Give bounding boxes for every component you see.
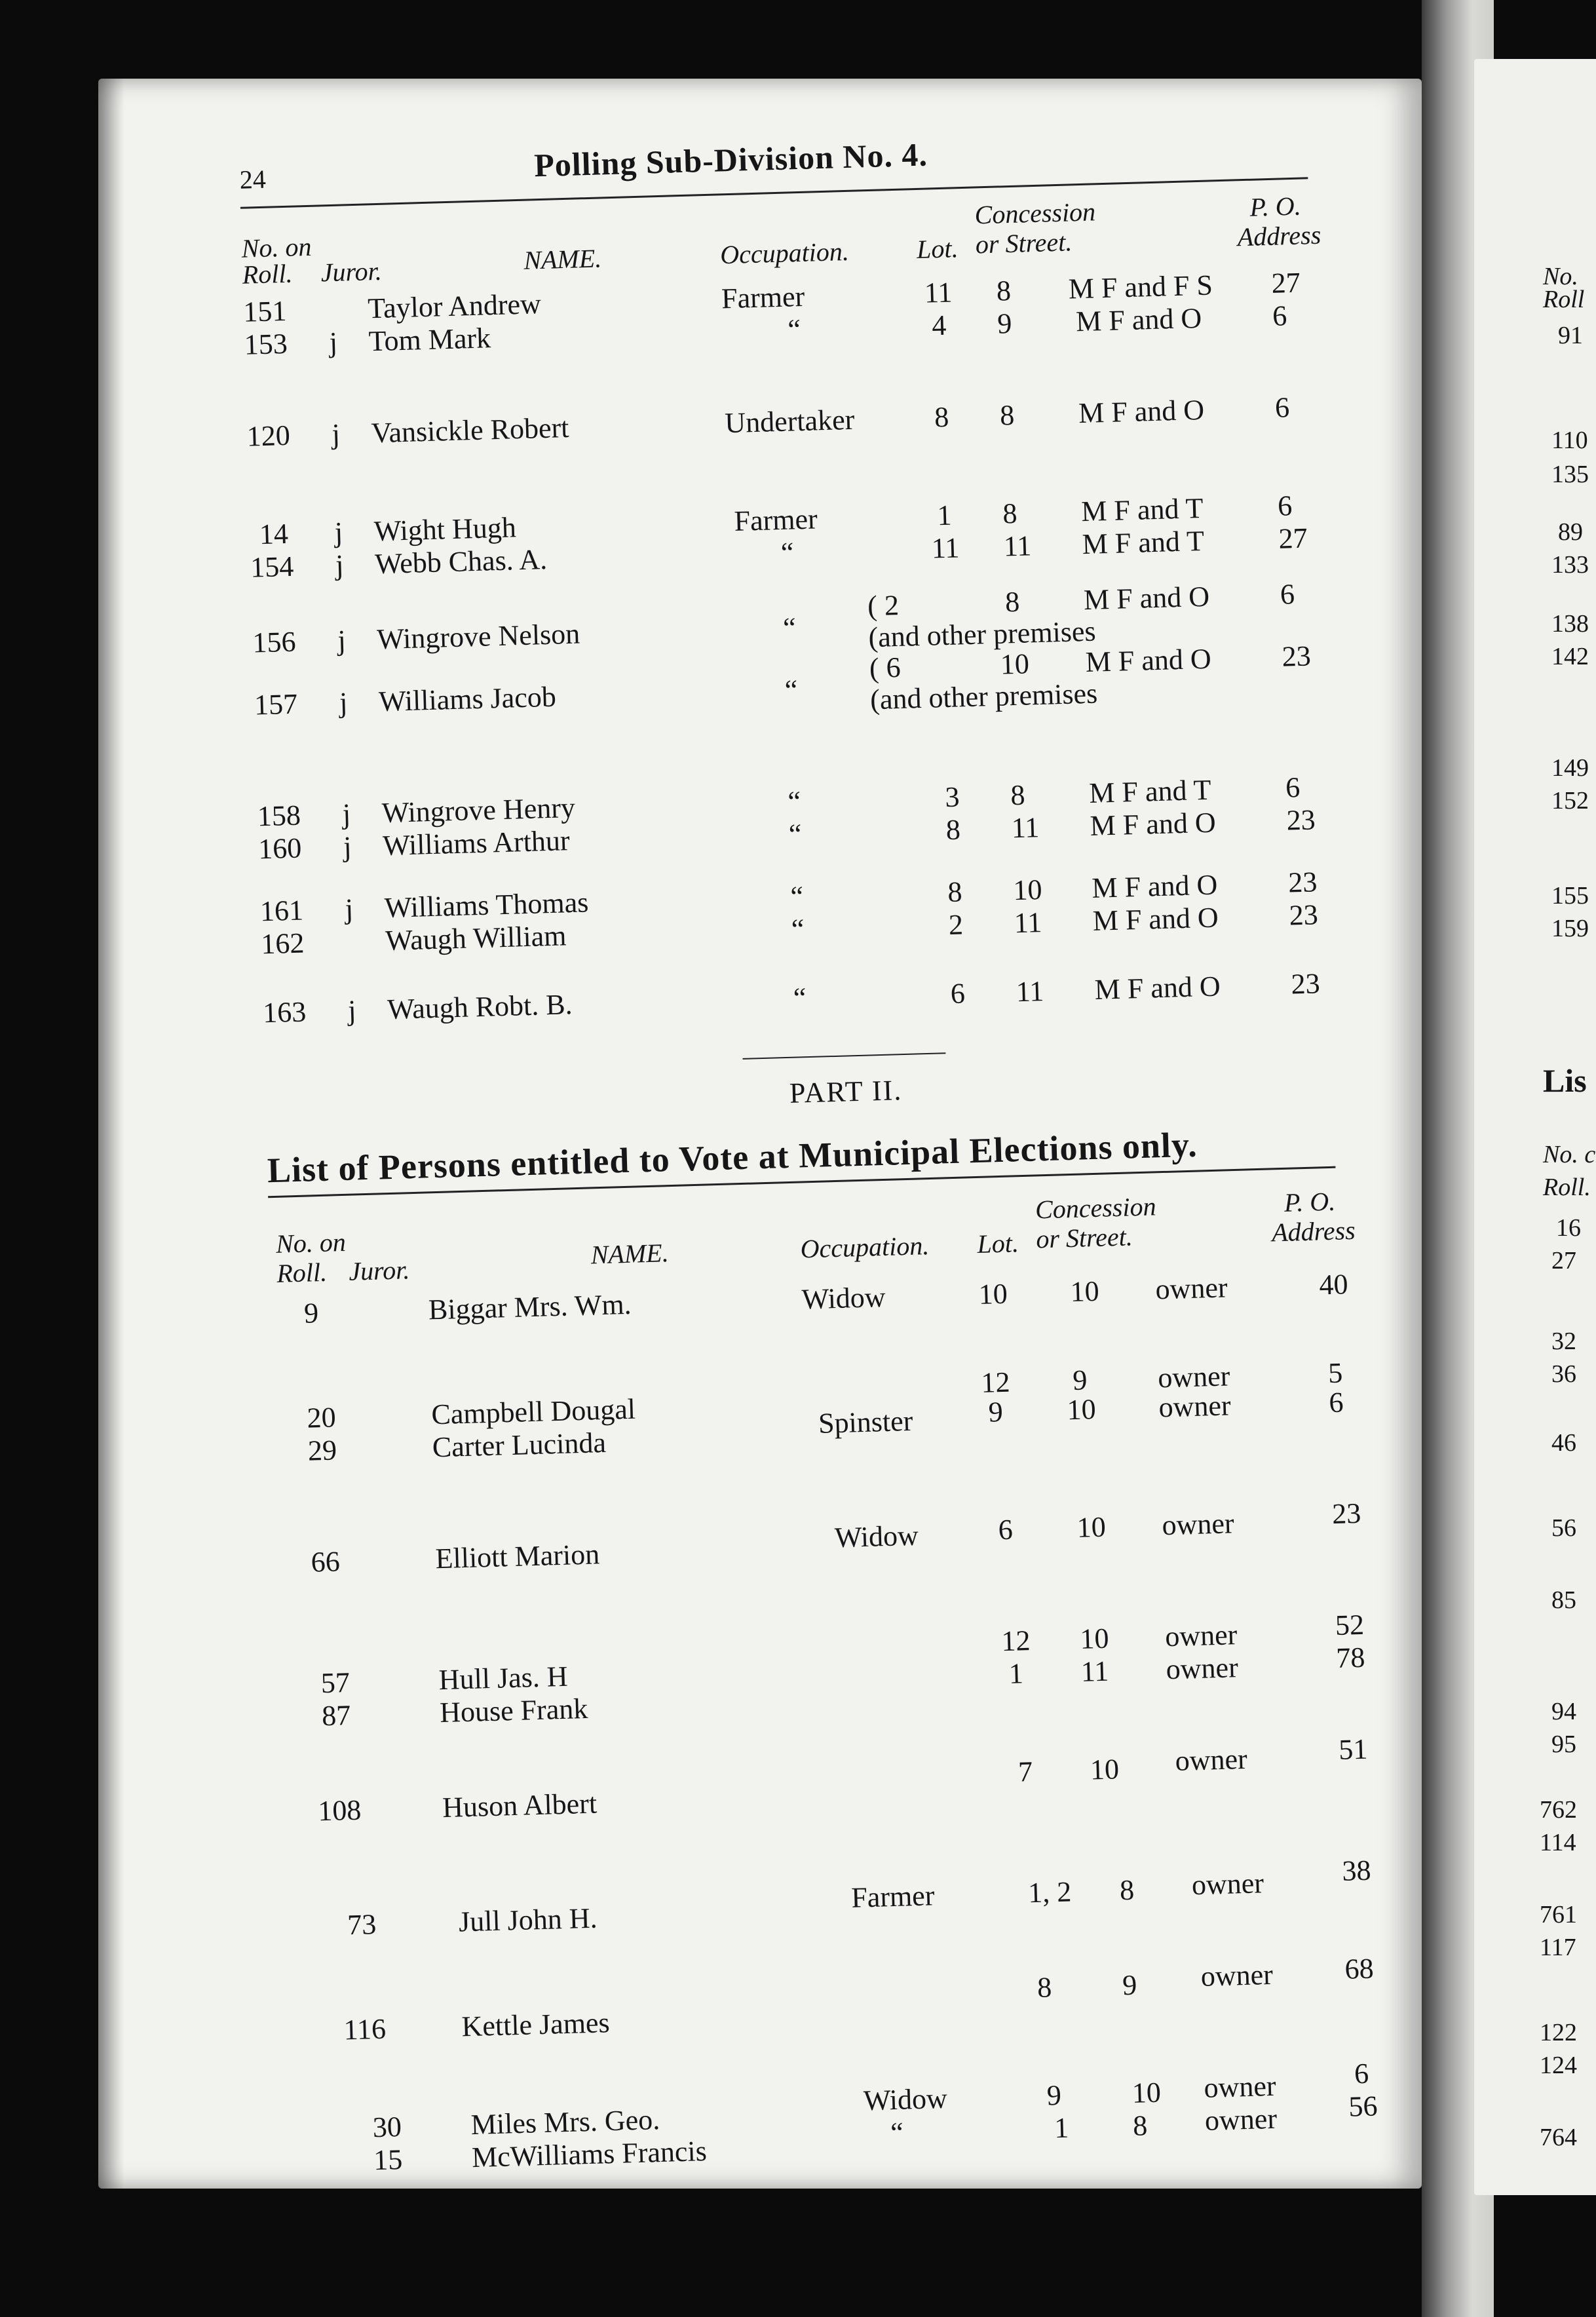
header-roll-a: No. on [275, 1227, 347, 1259]
roll-number: 73 [347, 1908, 377, 1942]
qualification: M F and O [1092, 901, 1219, 937]
voter-name: Wingrove Henry [381, 791, 576, 830]
header-occupation: Occupation. [800, 1231, 930, 1264]
table-row [180, 1497, 1379, 1588]
qualification: owner [1191, 1867, 1264, 1902]
adjacent-page [1474, 59, 1596, 2195]
header-address: Address [1237, 220, 1321, 252]
occupation: Farmer [721, 280, 805, 315]
po-address: 56 [1348, 2090, 1378, 2123]
po-address: 5 [1327, 1356, 1343, 1390]
header-lot: Lot. [916, 233, 959, 264]
juror-mark: j [342, 797, 351, 830]
voter-name: Tom Mark [368, 322, 491, 358]
voter-name: House Frank [439, 1692, 588, 1729]
adjacent-number: 95 [1551, 1731, 1576, 1758]
adjacent-number: 124 [1540, 2052, 1577, 2079]
qualification: owner [1154, 1271, 1228, 1306]
voter-name: Hull Jas. H [438, 1660, 569, 1696]
page-title: Polling Sub-Division No. 4. [533, 136, 928, 184]
lot: 8 [947, 875, 963, 909]
qualification: owner [1200, 1958, 1274, 1993]
roll-number: 9 [303, 1297, 319, 1330]
juror-mark: j [334, 516, 343, 548]
qualification: M F and T [1080, 491, 1204, 528]
roll-number: 160 [257, 832, 302, 866]
adjacent-number: 27 [1551, 1247, 1576, 1274]
lot: 11 [931, 531, 960, 565]
qualification: owner [1158, 1389, 1232, 1424]
qualification: M F and O [1075, 301, 1202, 338]
po-address: 23 [1289, 898, 1319, 932]
lot: ( 6 [869, 651, 902, 685]
header-lot: Lot. [976, 1228, 1019, 1259]
premises-note: (and other premises [869, 677, 1098, 716]
concession: 11 [1003, 529, 1032, 563]
roll-number: 29 [307, 1434, 337, 1467]
adjacent-number: 36 [1551, 1360, 1576, 1388]
qualification: M F and O [1090, 806, 1217, 842]
adjacent-number: 133 [1551, 551, 1589, 579]
lot: 9 [1046, 2078, 1062, 2112]
occupation: Widow [863, 2082, 948, 2117]
voter-name: Taylor Andrew [367, 288, 542, 325]
juror-mark: j [331, 417, 341, 451]
roll-number: 163 [262, 995, 307, 1029]
juror-mark: j [343, 830, 352, 863]
juror-mark: j [345, 892, 354, 925]
table-row [193, 1952, 1392, 2057]
page-number: 24 [239, 164, 267, 195]
roll-number: 87 [321, 1698, 351, 1733]
juror-mark: j [337, 624, 347, 657]
concession: 9 [997, 307, 1013, 340]
roll-number: 158 [257, 799, 301, 833]
concession: 9 [1122, 1968, 1137, 2002]
header-concession: Concession [974, 197, 1096, 230]
roll-number: 151 [242, 294, 288, 328]
table-row [187, 1733, 1386, 1837]
section-divider [742, 1052, 945, 1060]
concession: 11 [1011, 811, 1040, 845]
concession: 10 [1000, 647, 1030, 681]
po-address: 6 [1272, 299, 1287, 332]
voter-name: Vansickle Robert [370, 411, 569, 450]
concession: 8 [1119, 1873, 1135, 1907]
qualification: M F and T [1088, 773, 1212, 809]
adjacent-number: 89 [1558, 518, 1583, 546]
adjacent-number: 762 [1540, 1796, 1577, 1824]
occupation: “ [789, 880, 804, 913]
adjacent-number: 110 [1551, 427, 1588, 454]
concession: 8 [1010, 778, 1026, 812]
lot: 6 [998, 1513, 1014, 1546]
concession: 10 [1090, 1753, 1120, 1786]
adjacent-number: 91 [1558, 322, 1583, 349]
adjacent-number: 16 [1556, 1214, 1581, 1242]
voter-name: Jull John H. [458, 1902, 598, 1938]
adjacent-header-roll: Roll [1543, 286, 1585, 313]
po-address: 40 [1318, 1268, 1349, 1301]
page-content [141, 130, 1394, 2177]
occupation: “ [780, 536, 795, 569]
roll-number: 120 [246, 419, 291, 453]
part2-label: PART II. [789, 1074, 903, 1109]
occupation: “ [890, 2116, 904, 2149]
occupation: Widow [834, 1519, 919, 1554]
roll-number: 14 [259, 517, 289, 551]
occupation: Undertaker [724, 403, 855, 440]
header-po: P. O. [1249, 191, 1302, 222]
voter-name: Huson Albert [442, 1787, 598, 1824]
qualification: M F and O [1091, 868, 1218, 904]
header-roll-a: No. on [241, 231, 312, 263]
po-address: 23 [1331, 1497, 1361, 1531]
po-address: 38 [1341, 1854, 1372, 1887]
premises-note: (and other premises [867, 615, 1097, 654]
roll-number: 20 [306, 1401, 337, 1434]
lot: 12 [980, 1366, 1011, 1399]
qualification: owner [1164, 1618, 1238, 1653]
lot: 10 [978, 1277, 1008, 1311]
adjacent-number: 56 [1551, 1514, 1576, 1542]
po-address: 6 [1285, 771, 1301, 804]
lot: ( 2 [867, 588, 900, 622]
header-name: NAME. [523, 243, 602, 275]
po-address: 23 [1290, 967, 1321, 1001]
occupation: “ [791, 913, 805, 946]
adjacent-sub-roll: Roll. [1543, 1174, 1591, 1201]
qualification: owner [1174, 1742, 1248, 1777]
voter-name: Waugh Robt. B. [387, 988, 573, 1025]
roll-number: 161 [259, 894, 304, 928]
qualification: M F and O [1083, 580, 1210, 617]
voter-name: Elliott Marion [434, 1538, 600, 1575]
header-or-street: or Street. [975, 227, 1073, 259]
header-address: Address [1271, 1215, 1356, 1248]
lot: 9 [988, 1396, 1004, 1428]
voter-name: Williams Jacob [378, 680, 557, 718]
part2-title: List of Persons entitled to Vote at Municipal Elections only. [267, 1124, 1198, 1191]
occupation: “ [782, 611, 797, 644]
voter-name: Carter Lucinda [432, 1426, 607, 1464]
lot: 8 [945, 813, 961, 847]
table-row [190, 1854, 1390, 1952]
voter-name: Campbell Dougal [430, 1392, 636, 1431]
adjacent-number: 114 [1540, 1829, 1576, 1856]
adjacent-number: 94 [1551, 1698, 1576, 1725]
occupation: Widow [801, 1280, 886, 1316]
roll-number: 154 [250, 550, 294, 584]
voter-name: Miles Mrs. Geo. [470, 2103, 660, 2141]
concession: 8 [1002, 497, 1018, 530]
lot: 4 [931, 309, 947, 342]
lot: 1, 2 [1027, 1875, 1072, 1909]
roll-number: 66 [311, 1545, 341, 1579]
po-address: 6 [1328, 1386, 1344, 1419]
header-name: NAME. [590, 1238, 670, 1270]
lot: 8 [1036, 1971, 1052, 2004]
qualification: owner [1166, 1651, 1239, 1686]
voter-name: McWilliams Francis [471, 2135, 708, 2174]
po-address: 23 [1281, 640, 1312, 673]
qualification: M F and F S [1068, 269, 1213, 305]
header-roll-b: Roll. [276, 1257, 328, 1288]
voter-name: Wingrove Nelson [376, 617, 580, 656]
lot: 1 [1054, 2111, 1069, 2145]
header-or-street: or Street. [1035, 1221, 1133, 1254]
po-address: 6 [1277, 489, 1293, 522]
po-address: 27 [1271, 266, 1301, 299]
qualification: owner [1161, 1507, 1235, 1542]
adjacent-number: 152 [1551, 787, 1589, 814]
juror-mark: j [339, 686, 348, 719]
adjacent-number: 155 [1551, 882, 1589, 910]
table-row [164, 965, 1364, 1038]
concession: 10 [1079, 1622, 1110, 1655]
qualification: M F and T [1082, 524, 1205, 561]
voter-name: Waugh William [385, 919, 567, 957]
adjacent-number: 85 [1551, 1586, 1576, 1614]
roll-number: 57 [320, 1666, 351, 1700]
adjacent-number: 159 [1551, 915, 1589, 942]
juror-mark: j [335, 548, 345, 581]
po-address: 52 [1335, 1608, 1365, 1641]
concession: 9 [1072, 1364, 1088, 1396]
lot: 3 [944, 780, 960, 814]
po-address: 68 [1344, 1952, 1375, 1985]
concession: 10 [1131, 2076, 1162, 2109]
adjacent-section-title: Lis [1543, 1062, 1587, 1099]
occupation: Farmer [733, 503, 818, 537]
adjacent-number: 149 [1551, 754, 1589, 782]
occupation: “ [788, 818, 803, 851]
voter-name: Webb Chas. A. [374, 543, 548, 581]
roll-number: 30 [372, 2111, 402, 2144]
concession: 10 [1076, 1510, 1107, 1544]
roll-number: 157 [254, 687, 298, 721]
lot: 1 [1008, 1657, 1024, 1690]
concession: 8 [1004, 585, 1020, 619]
po-address: 23 [1285, 803, 1316, 837]
lot: 11 [924, 276, 953, 309]
lot: 12 [1000, 1624, 1031, 1658]
adjacent-number: 761 [1540, 1901, 1577, 1928]
concession: 11 [1080, 1655, 1109, 1688]
qualification: M F and O [1085, 642, 1212, 679]
po-address: 6 [1274, 391, 1290, 424]
qualification: owner [1157, 1360, 1230, 1394]
po-address: 23 [1287, 866, 1318, 899]
roll-number: 15 [373, 2143, 403, 2177]
header-roll-b: Roll. [242, 258, 294, 290]
adjacent-number: 117 [1540, 1934, 1576, 1961]
qualification: owner [1203, 2069, 1277, 2104]
roll-number: 108 [317, 1793, 362, 1828]
occupation: Spinster [818, 1404, 913, 1440]
adjacent-header-no: No. [1543, 263, 1578, 290]
roll-number: 162 [260, 927, 305, 961]
occupation: “ [784, 674, 799, 706]
occupation: “ [793, 982, 807, 1014]
roll-number: 156 [252, 625, 297, 659]
po-address: 51 [1338, 1733, 1368, 1766]
lot: 1 [936, 499, 953, 532]
occupation: “ [787, 313, 801, 346]
concession: 11 [1014, 906, 1042, 940]
voter-name: Kettle James [461, 2006, 611, 2043]
lot: 7 [1017, 1755, 1033, 1788]
adjacent-number: 135 [1551, 461, 1589, 488]
occupation: Farmer [850, 1879, 936, 1914]
adjacent-number: 122 [1540, 2019, 1577, 2046]
header-occupation: Occupation. [719, 236, 850, 270]
roll-number: 116 [343, 2012, 387, 2046]
concession: 10 [1066, 1393, 1097, 1427]
voter-name: Williams Thomas [384, 886, 589, 925]
lot: 2 [948, 908, 964, 942]
lot: 6 [950, 977, 966, 1010]
qualification: M F and O [1094, 970, 1221, 1006]
po-address: 78 [1335, 1641, 1366, 1674]
voter-name: Biggar Mrs. Wm. [428, 1288, 632, 1326]
table-row [148, 389, 1348, 462]
po-address: 6 [1354, 2057, 1369, 2090]
juror-mark: j [329, 326, 338, 359]
adjacent-number: 32 [1551, 1328, 1576, 1355]
concession: 8 [996, 275, 1012, 307]
header-concession: Concession [1035, 1191, 1157, 1225]
concession: 10 [1012, 873, 1043, 907]
header-juror: Juror. [320, 256, 383, 288]
voter-name: Williams Arthur [382, 824, 571, 862]
adjacent-sub-no: No. c [1543, 1141, 1596, 1168]
header-po: P. O. [1283, 1186, 1336, 1217]
qualification: owner [1204, 2102, 1278, 2137]
voter-name: Wight Hugh [373, 511, 517, 548]
po-address: 27 [1278, 522, 1308, 555]
qualification: M F and O [1078, 393, 1205, 430]
adjacent-number: 138 [1551, 610, 1589, 638]
concession: 11 [1016, 975, 1044, 1008]
title-rule [240, 177, 1308, 209]
concession: 10 [1069, 1274, 1100, 1309]
concession: 8 [999, 398, 1015, 432]
lot: 8 [934, 400, 949, 434]
adjacent-number: 142 [1551, 643, 1589, 670]
occupation: “ [787, 785, 801, 818]
concession: 8 [1132, 2109, 1148, 2142]
juror-mark: j [347, 994, 357, 1027]
adjacent-number: 46 [1551, 1429, 1576, 1457]
roll-number: 153 [244, 327, 288, 361]
header-juror: Juror. [348, 1255, 410, 1286]
po-address: 6 [1280, 578, 1295, 611]
adjacent-number: 764 [1540, 2124, 1577, 2151]
